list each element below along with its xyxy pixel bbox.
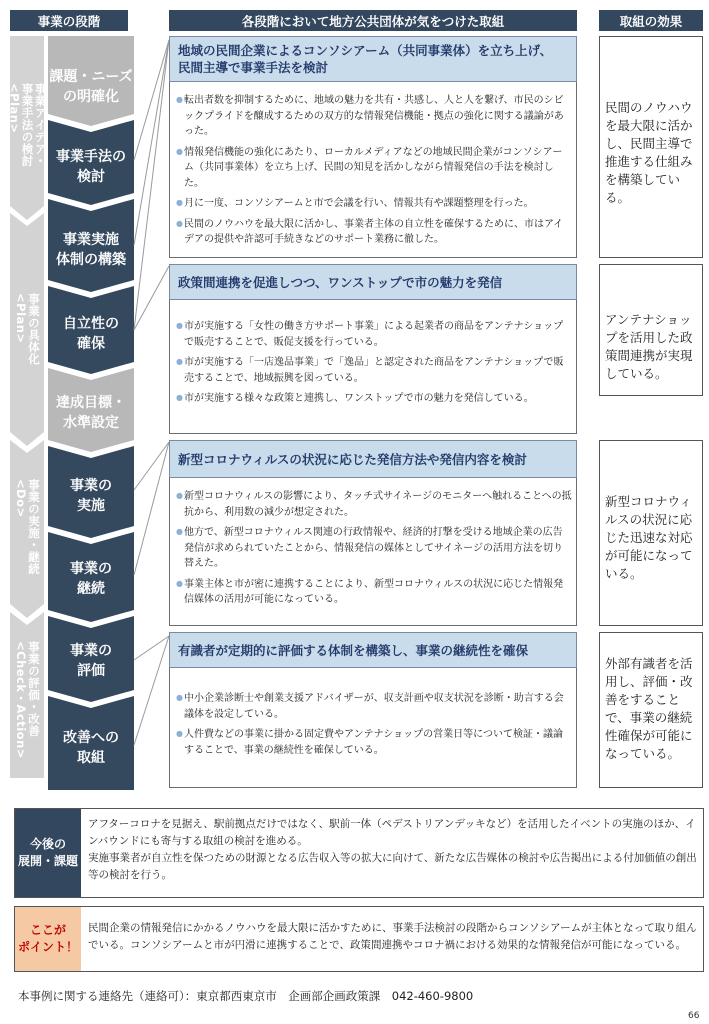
phase-label-check-action: 事業の評価・改善 <Check・Action> bbox=[14, 641, 41, 759]
bullet-item: ● 市が実施する「女性の働き方サポート事業」による起業者の商品をアンテナショップで販売することで、販促支援を行っている。 bbox=[176, 318, 572, 350]
future-label: 今後の 展開・課題 bbox=[15, 809, 81, 897]
step-autonomy: 自立性の 確保 bbox=[63, 316, 119, 352]
phase-label-plan-concrete: 事業の具体化 <Plan> bbox=[14, 292, 41, 365]
future-line-2: 実施事業者が自立性を保つための財源となる広告収入等の拡大に向けて、新たな広告媒体の検討や広告掲出による付加価値の創出等の検討を行う。 bbox=[88, 852, 697, 881]
step-structure: 事業実施 体制の構築 bbox=[56, 232, 126, 268]
bullet-item: ● 人件費などの事業に掛かる固定費やアンテナショップの営業日等について検証・議論することで、事業の継続性を確保している。 bbox=[176, 726, 572, 758]
section-4-title: 有識者が定期的に評価する体制を構築し、事業の継続性を確保 bbox=[169, 632, 577, 668]
step-execute: 事業の 実施 bbox=[70, 478, 112, 514]
step-evaluate: 事業の 評価 bbox=[70, 643, 112, 679]
section-3-title: 新型コロナウィルスの状況に応じた発信方法や発信内容を検討 bbox=[169, 440, 577, 478]
future-text bbox=[88, 816, 698, 884]
effect-2: アンテナショップを活用した政策間連携が実現している。 bbox=[599, 264, 703, 396]
section-2-title: 政策間連携を促進しつつ、ワンストップで市の魅力を発信 bbox=[169, 264, 577, 300]
future-line-1: アフターコロナを見据え、駅前拠点だけではなく、駅前一体（ペデストリアンデッキなど）を活用したイベントの実施のほか、インバウンドにも寄与する取組の検討を進める。 bbox=[88, 818, 696, 847]
header-initiatives: 各段階において地方公共団体が気をつけた取組 bbox=[169, 10, 577, 31]
section-4-bullets bbox=[176, 690, 572, 762]
phase-label-do: 事業の実施・継続 <Do> bbox=[14, 479, 41, 575]
effect-4: 外部有識者を活用し、評価・改善をすることで、事業の継続性確保が可能になっている。 bbox=[599, 632, 703, 788]
bullet-item: ● 情報発信機能の強化にあたり、ローカルメディアなどの地域民間企業がコンソシアーム（共同事業体）を立ち上げ、民間の知見を活かしながら情報発信の手法を検討した。 bbox=[176, 144, 572, 192]
contact-info: 本事例に関する連絡先（連絡可）：東京都西東京市 企画部企画政策課 042-460-9800 bbox=[18, 989, 474, 1003]
step-continue: 事業の 継続 bbox=[70, 561, 112, 597]
bullet-item: ● 市が実施する「一店逸品事業」で「逸品」と認定された商品をアンテナショップで販売することで、地域振興を図っている。 bbox=[176, 354, 572, 386]
bullet-item: ● 他方で、新型コロナウィルス関連の行政情報や、経済的打撃を受ける地域企業の広告発信が求められていたことから、情報発信の媒体としてサイネージの活用方法を切り替えた。 bbox=[176, 524, 572, 572]
effect-1: 民間のノウハウを最大限に活かし、民間主導で推進する仕組みを構築している。 bbox=[599, 36, 703, 258]
header-effects: 取組の効果 bbox=[599, 10, 703, 31]
bullet-item: ● 民間のノウハウを最大限に活かし、事業者主体の自立性を確保するために、市はアイデアの提供や許認可手続きなどのサポート業務に徹した。 bbox=[176, 216, 572, 248]
bullet-item: ● 市が実施する様々な政策と連携し、ワンストップで市の魅力を発信している。 bbox=[176, 390, 572, 407]
point-label: ここが ポイント！ bbox=[15, 907, 81, 971]
section-2-bullets bbox=[176, 318, 572, 411]
bullet-item: ● 月に一度、コンソシアームと市で会議を行い、情報共有や課題整理を行った。 bbox=[176, 195, 572, 212]
header-stages: 事業の段階 bbox=[10, 10, 128, 31]
bullet-item: ● 事業主体と市が密に連携することにより、新型コロナウィルスの状況に応じた情報発信媒体の活用が可能になっている。 bbox=[176, 576, 572, 608]
point-text: 民間企業の情報発信にかかるノウハウを最大限に活かすために、事業手法検討の段階からコンソシアームが主体となって取り組んでいる。コンソシアームと市が円滑に連携することで、政策間連携やコロナ禍における効果的な情報発信が可能になっている。 bbox=[88, 922, 697, 951]
section-1-title: 地域の民間企業によるコンソシアーム（共同事業体）を立ち上げ、 民間主導で事業手法を検討 bbox=[169, 36, 577, 82]
phase-label-plan-idea: 事業アイデア・ 事業手法の検討 <Plan> bbox=[7, 83, 48, 167]
step-targets: 達成目標・ 水準設定 bbox=[56, 395, 126, 431]
section-1-bullets bbox=[176, 92, 572, 252]
step-improve: 改善への 取組 bbox=[63, 730, 119, 766]
section-3-bullets bbox=[176, 488, 572, 612]
step-needs: 課題・ニーズ の明確化 bbox=[49, 69, 133, 105]
effect-3: 新型コロナウィルスの状況に応じた迅速な対応が可能になっている。 bbox=[599, 440, 703, 626]
step-method: 事業手法の 検討 bbox=[56, 149, 126, 185]
bullet-item: ● 転出者数を抑制するために、地域の魅力を共有・共感し、人と人を繋げ、市民のシビックプライドを醸成するための双方的な情報発信機能・拠点の強化に関する議論があった。 bbox=[176, 92, 572, 140]
page-number: 66 bbox=[688, 1011, 700, 1021]
bullet-item: ● 中小企業診断士や創業支援アドバイザーが、収支計画や収支状況を診断・助言する会議体を設定している。 bbox=[176, 690, 572, 722]
bullet-item: ● 新型コロナウィルスの影響により、タッチ式サイネージのモニターへ触れることへの抵抗から、利用数の減少が想定された。 bbox=[176, 488, 572, 520]
